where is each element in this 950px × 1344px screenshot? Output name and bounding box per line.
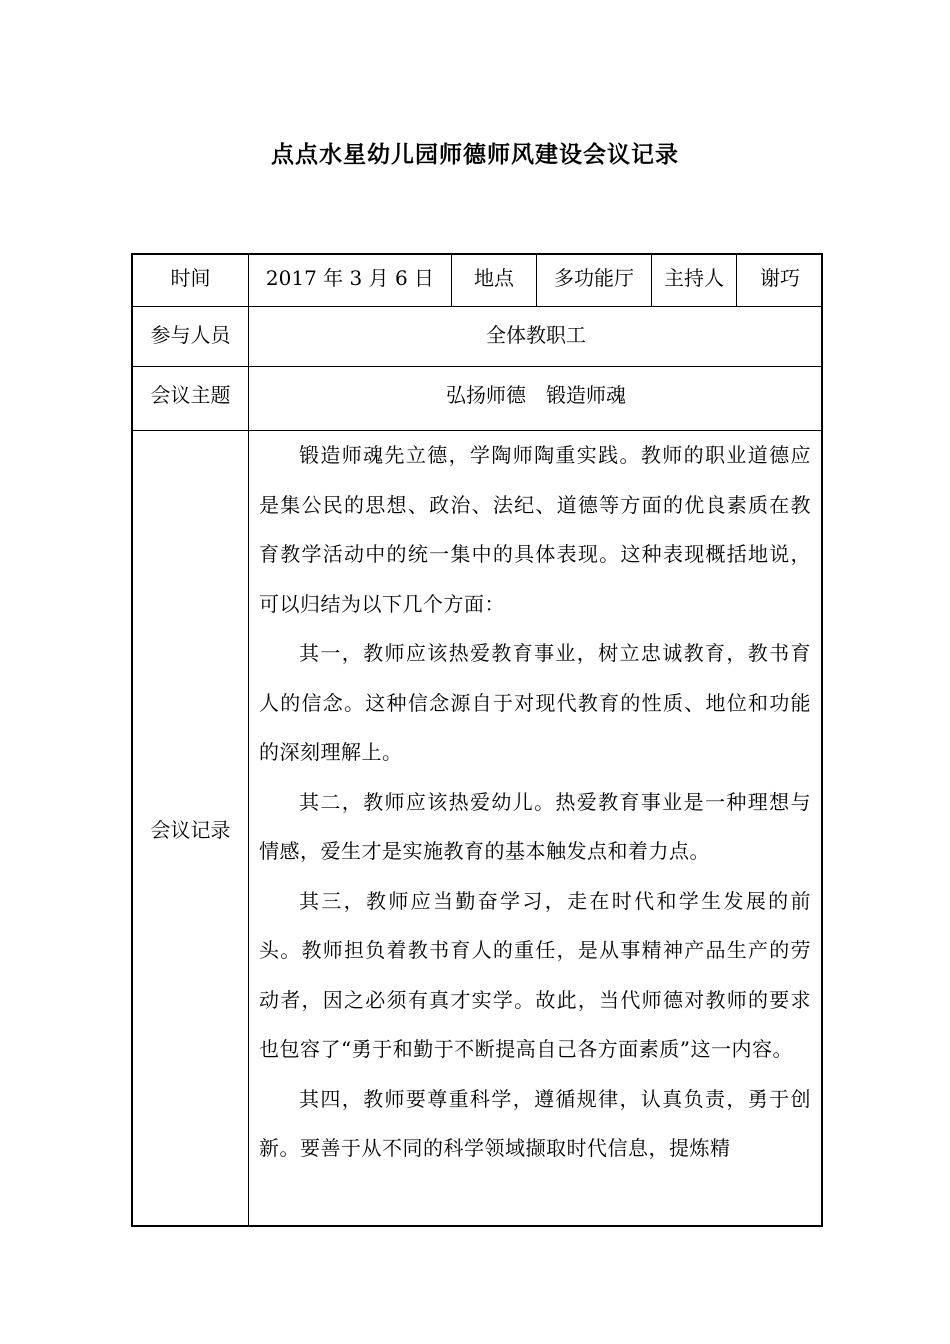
place-label: 地点: [451, 255, 536, 306]
meeting-record-table: [131, 253, 823, 1227]
time-value: 2017 年 3 月 6 日: [248, 255, 451, 306]
document-title: 点点水星幼儿园师德师风建设会议记录: [271, 141, 679, 168]
record-paragraph: 其四，教师要尊重科学，遵循规律，认真负责，勇于创新。要善于从不同的科学领域撷取时代信息，提炼精: [259, 1086, 811, 1160]
theme-label: 会议主题: [150, 383, 231, 407]
participants-row: [133, 307, 821, 367]
host-value: 谢巧: [736, 255, 823, 306]
record-row: [133, 431, 821, 1225]
theme-value: 弘扬师德 锻造师魂: [248, 367, 823, 430]
record-paragraph: 其一，教师应该热爱教育事业，树立忠诚教育，教书育人的信念。这种信念源自于对现代教育的性质、地位和功能的深刻理解上。: [259, 641, 811, 764]
info-row: [133, 255, 821, 307]
time-label: 时间: [170, 266, 211, 290]
record-paragraph: 其二，教师应该热爱幼儿。热爱教育事业是一种理想与情感，爱生才是实施教育的基本触发点和着力点。: [259, 789, 811, 863]
record-paragraph: 锻造师魂先立德，学陶师陶重实践。教师的职业道德应是集公民的思想、政治、法纪、道德等方面的优良素质在教育教学活动中的统一集中的具体表现。这种表现概括地说，可以归结为以下几个方面：: [259, 443, 811, 616]
record-content: [248, 431, 821, 1225]
participants-label: 参与人员: [150, 323, 231, 347]
place-value: 多功能厅: [536, 255, 651, 306]
host-label: 主持人: [651, 255, 736, 306]
participants-value: 全体教职工: [248, 307, 823, 366]
record-paragraph: 其三，教师应当勤奋学习，走在时代和学生发展的前头。教师担负着教书育人的重任，是从事精神产品生产的劳动者，因之必须有真才实学。故此，当代师德对教师的要求也包容了“勇于和勤于不断提高自己各方面素质”这一内容。: [259, 888, 811, 1061]
record-label: 会议记录: [150, 817, 231, 842]
theme-row: [133, 367, 821, 431]
